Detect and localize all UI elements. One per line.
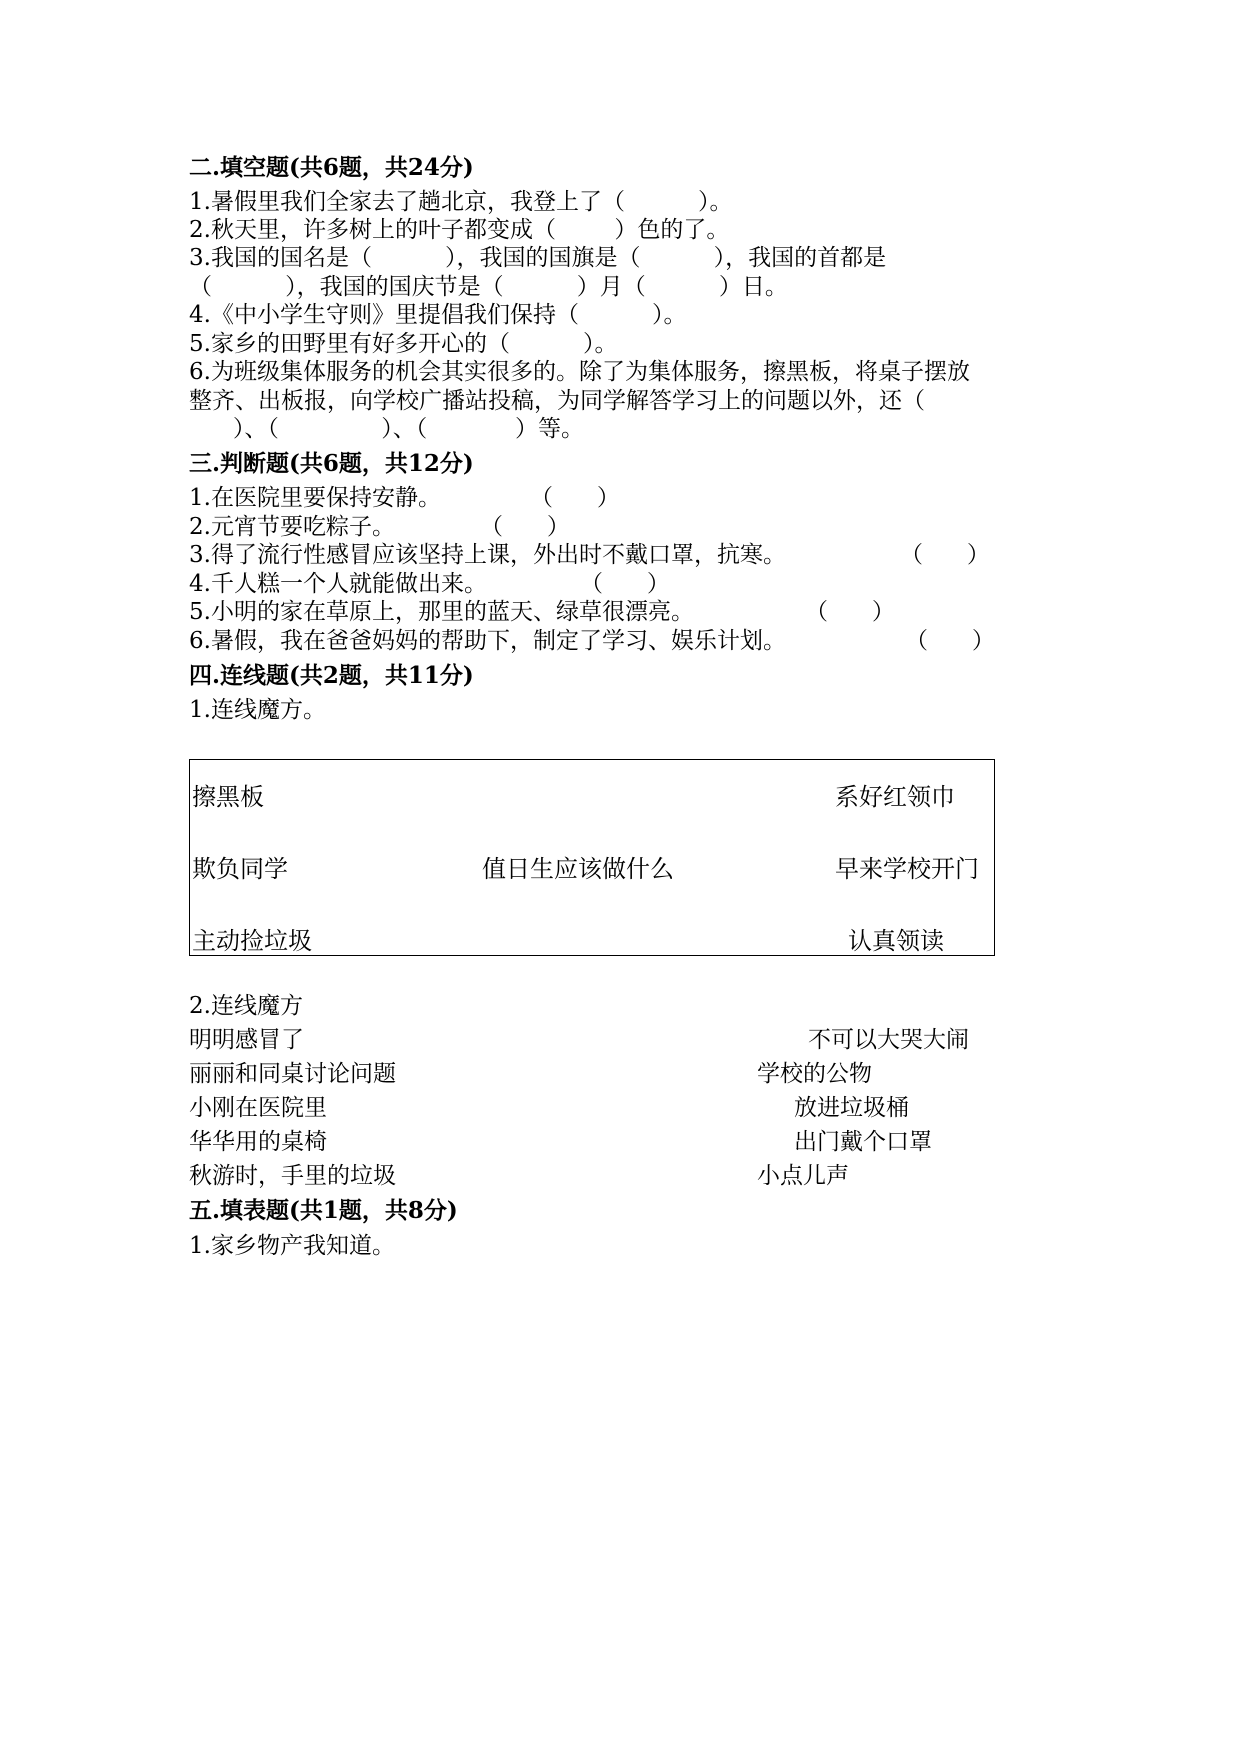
fill-question-5: 5.家乡的田野里有好多开心的（ ）。 xyxy=(189,331,618,357)
judge-question-3: 3.得了流行性感冒应该坚持上课，外出时不戴口罩，抗寒。 xyxy=(189,542,786,568)
fill-question-2: 2.秋天里，许多树上的叶子都变成（ ）色的了。 xyxy=(189,217,730,243)
judge-question-5: 5.小明的家在草原上，那里的蓝天、绿草很漂亮。 xyxy=(189,599,694,625)
fill-question-6: 6.为班级集体服务的机会其实很多的。除了为集体服务，擦黑板，将桌子摆放 xyxy=(189,359,970,385)
match2-right-item-3: 放进垃圾桶 xyxy=(794,1095,909,1121)
match-center-item: 值日生应该做什么 xyxy=(482,855,674,883)
judge-question-2: 2.元宵节要吃粽子。 xyxy=(189,514,395,540)
match2-right-item-4: 出门戴个口罩 xyxy=(794,1129,932,1155)
match2-left-item-4: 华华用的桌椅 xyxy=(189,1129,327,1155)
judge-answer-1: （ ） xyxy=(530,485,620,511)
judge-answer-3: （ ） xyxy=(900,542,990,568)
match2-right-item-1: 不可以大哭大闹 xyxy=(808,1027,969,1053)
judge-answer-5: （ ） xyxy=(805,599,895,625)
judge-question-4: 4.千人糕一个人就能做出来。 xyxy=(189,571,487,597)
section-4-heading: 四.连线题(共2题，共11分) xyxy=(189,662,474,689)
match2-left-item-3: 小刚在医院里 xyxy=(189,1095,327,1121)
judge-question-6: 6.暑假，我在爸爸妈妈的帮助下，制定了学习、娱乐计划。 xyxy=(189,628,786,654)
judge-question-1: 1.在医院里要保持安静。 xyxy=(189,485,441,511)
match2-left-item-1: 明明感冒了 xyxy=(189,1027,304,1053)
fill-question-4: 4.《中小学生守则》里提倡我们保持（ ）。 xyxy=(189,302,687,328)
match-left-item-2: 欺负同学 xyxy=(192,855,288,883)
judge-answer-4: （ ） xyxy=(580,571,670,597)
match-right-item-1: 系好红领巾 xyxy=(835,783,955,811)
fill-question-6-cont: 整齐、出板报，向学校广播站投稿，为同学解答学习上的问题以外，还（ xyxy=(189,388,925,414)
fill-question-1: 1.暑假里我们全家去了趟北京，我登上了（ ）。 xyxy=(189,189,733,215)
match2-left-item-2: 丽丽和同桌讨论问题 xyxy=(189,1061,396,1087)
match2-right-item-2: 学校的公物 xyxy=(757,1061,872,1087)
fill-question-6-cont2: ）、（ ）、（ ）等。 xyxy=(189,416,584,442)
match-right-item-2: 早来学校开门 xyxy=(835,855,979,883)
section-3-heading: 三.判断题(共6题，共12分) xyxy=(189,450,474,477)
match2-right-item-5: 小点儿声 xyxy=(757,1163,849,1189)
match-question-1-title: 1.连线魔方。 xyxy=(189,697,326,723)
match-box xyxy=(189,759,995,956)
fill-question-3-cont: （ ），我国的国庆节是（ ）月（ ）日。 xyxy=(189,274,788,300)
match-question-2-title: 2.连线魔方 xyxy=(189,993,303,1019)
section-5-heading: 五.填表题(共1题，共8分) xyxy=(189,1197,458,1224)
fill-question-3: 3.我国的国名是（ ），我国的国旗是（ ），我国的首都是 xyxy=(189,245,887,271)
judge-answer-6: （ ） xyxy=(905,628,995,654)
judge-answer-2: （ ） xyxy=(480,514,570,540)
section-2-heading: 二.填空题(共6题，共24分) xyxy=(189,154,474,181)
match2-left-item-5: 秋游时，手里的垃圾 xyxy=(189,1163,396,1189)
match-left-item-3: 主动捡垃圾 xyxy=(192,927,312,955)
match-right-item-3: 认真领读 xyxy=(848,927,944,955)
table-question-1: 1.家乡物产我知道。 xyxy=(189,1233,395,1259)
match-left-item-1: 擦黑板 xyxy=(192,783,264,811)
